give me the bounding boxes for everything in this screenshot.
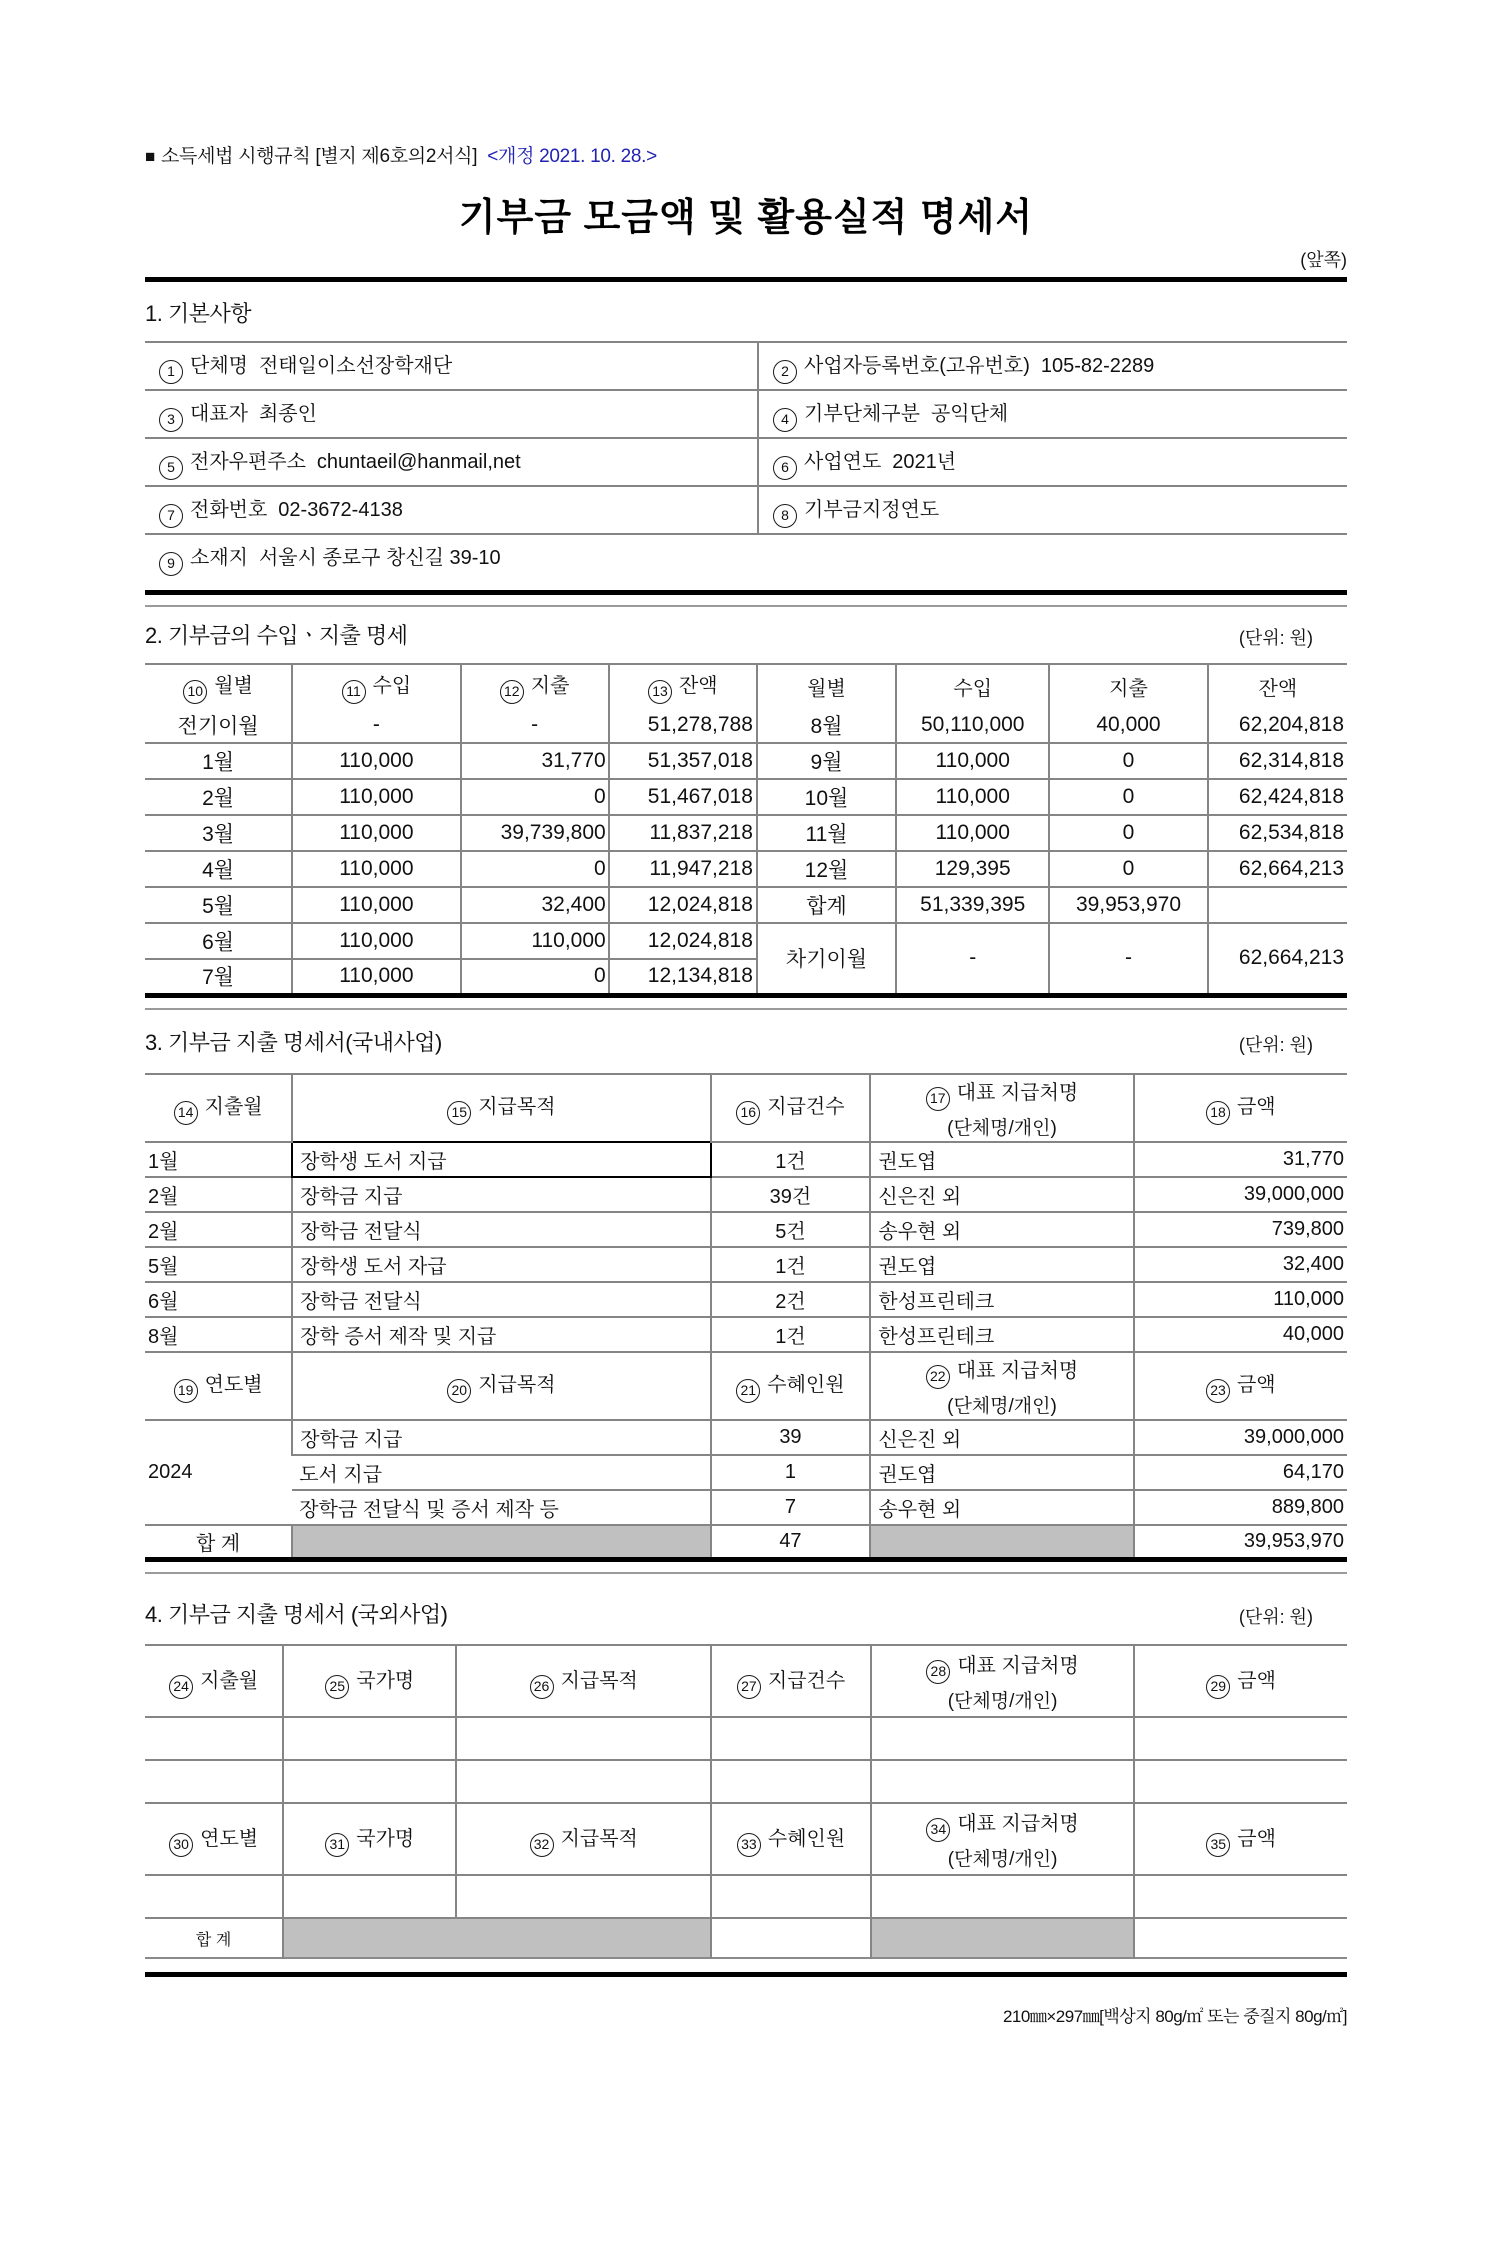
field-value: 02-3672-4138: [278, 498, 403, 521]
cell-income: 110,000: [292, 779, 460, 815]
col-header-expense-month: 24 지출월: [145, 1645, 283, 1717]
info-cell: [145, 486, 758, 534]
form-title: 기부금 모금액 및 활용실적 명세서: [458, 197, 1034, 239]
header-row: [145, 1074, 1347, 1142]
cell-expense: 32,400: [461, 887, 609, 923]
cell-payee: 신은진 외: [870, 1420, 1133, 1455]
table-row: [145, 1317, 1347, 1352]
cell-balance: 12,024,818: [609, 887, 757, 923]
info-cell: [758, 390, 1347, 438]
cell-amount: 110,000: [1134, 1282, 1347, 1317]
section1-heading: 1. 기본사항: [145, 301, 251, 326]
field-label: 사업연도: [804, 450, 882, 473]
col-header-expense-month: 14 지출월: [145, 1074, 292, 1142]
info-cell: [145, 342, 758, 390]
empty-cell: [871, 1717, 1134, 1760]
table-row: [145, 779, 1347, 815]
table-row: [145, 1212, 1347, 1247]
header-row: [145, 1352, 1347, 1420]
cell-amount: 39,000,000: [1134, 1420, 1347, 1455]
cell-amount: 889,800: [1134, 1490, 1347, 1525]
overseas-expense-table: [145, 1644, 1347, 1959]
col-header-income2: 수입: [896, 664, 1049, 707]
field-label: 소재지: [190, 547, 248, 569]
divider-thick: [145, 277, 1347, 282]
cell-expense: -: [1049, 923, 1207, 995]
empty-cell: [283, 1875, 456, 1918]
table-row: [145, 1717, 1347, 1760]
col-header-payee: 34 대표 지급처명 (단체명/개인): [871, 1803, 1134, 1875]
cell-month: 전기이월: [177, 714, 259, 738]
cell-month: 2월: [145, 779, 292, 815]
circled-number: 22: [926, 1365, 950, 1389]
cell-income: 110,000: [292, 887, 460, 923]
col-header-year: 19 연도별: [145, 1352, 292, 1420]
cell-balance: 11,837,218: [609, 815, 757, 851]
section2-heading: 2. 기부금의 수입ㆍ지출 명세: [145, 623, 408, 648]
cell-amount: 32,400: [1134, 1247, 1347, 1282]
cell-month: 6월: [145, 923, 292, 959]
cell-expense: -: [461, 707, 609, 743]
empty-cell: [283, 1717, 456, 1760]
revision-note: <개정 2021. 10. 28.>: [487, 146, 657, 167]
cell-expense: 0: [1049, 851, 1207, 887]
empty-cell: [711, 1717, 871, 1760]
info-cell: [758, 438, 1347, 486]
col-header-amount: 23 금액: [1134, 1352, 1347, 1420]
circled-number: 8: [773, 504, 797, 528]
shaded-cell: [870, 1525, 1133, 1560]
cell-purpose: 장학금 지급: [292, 1177, 710, 1212]
table-row: [145, 1490, 1347, 1525]
cell-income: -: [292, 707, 460, 743]
cell-month: 2월: [145, 1177, 292, 1212]
cell-beneficiaries: 1: [711, 1455, 871, 1490]
field-value: 105-82-2289: [1040, 354, 1155, 377]
divider-thick: [145, 1972, 1347, 1977]
cell-carryover-label: 차기이월: [757, 923, 896, 995]
empty-cell: [456, 1760, 711, 1803]
cell-balance: 62,664,213: [1208, 923, 1347, 995]
unit-label: (단위: 원): [1238, 1607, 1313, 1627]
unit-label: (단위: 원): [1238, 628, 1313, 648]
section4-heading: 4. 기부금 지출 명세서 (국외사업): [145, 1602, 448, 1627]
cell-count: 5건: [711, 1212, 871, 1247]
col-header-payee: 22 대표 지급처명 (단체명/개인): [870, 1352, 1133, 1420]
cell-expense: 0: [461, 959, 609, 995]
cell-income: 110,000: [292, 815, 460, 851]
cell-expense: 31,770: [461, 743, 609, 779]
cell-count: 1건: [711, 1317, 871, 1352]
col-header-beneficiaries: 33 수혜인원: [711, 1803, 871, 1875]
shaded-cell: [292, 1525, 710, 1560]
col-header-amount: 35 금액: [1134, 1803, 1347, 1875]
cell-count: 39건: [711, 1177, 871, 1212]
field-label: 기부금지정연도: [804, 498, 940, 521]
circled-number: 12: [500, 680, 524, 704]
cell-beneficiaries: 39: [711, 1420, 871, 1455]
cell-balance: 62,204,818: [1208, 707, 1347, 743]
cell-month: 11월: [757, 815, 896, 851]
col-header-payee: 17 대표 지급처명 (단체명/개인): [870, 1074, 1133, 1142]
header-row: [145, 1803, 1347, 1875]
circled-number: 18: [1206, 1101, 1230, 1125]
cell-income: 110,000: [292, 959, 460, 995]
shaded-cell: [283, 1918, 711, 1958]
cell-amount: 40,000: [1134, 1317, 1347, 1352]
col-header-purpose: 26 지급목적: [456, 1645, 711, 1717]
cell-year: 2024: [145, 1420, 292, 1525]
front-side-label: (앞쪽): [1300, 250, 1347, 270]
table-row: [145, 1875, 1347, 1918]
cell-expense: 110,000: [461, 923, 609, 959]
cell-balance: [1208, 887, 1347, 923]
circled-number: 16: [736, 1101, 760, 1125]
cell-month: 5월: [145, 1247, 292, 1282]
cell-balance: 12,024,818: [609, 923, 757, 959]
table-row: [145, 923, 1347, 959]
total-label: 합 계: [145, 1525, 292, 1560]
col-header-balance: 13 잔액: [609, 664, 757, 707]
total-beneficiaries: 47: [711, 1525, 871, 1560]
cell-income: 50,110,000: [896, 707, 1049, 743]
total-label: 합 계: [145, 1918, 283, 1958]
cell-balance: 12,134,818: [609, 959, 757, 995]
field-label: 대표자: [190, 402, 248, 425]
cell-month: 7월: [145, 959, 292, 995]
col-header-amount: 18 금액: [1134, 1074, 1347, 1142]
circled-number: 31: [325, 1833, 349, 1857]
cell-income: -: [896, 923, 1049, 995]
circled-number: 29: [1206, 1675, 1230, 1699]
empty-cell: [711, 1918, 871, 1958]
divider-thin: [145, 1572, 1347, 1574]
empty-cell: [1134, 1760, 1347, 1803]
info-cell: [758, 486, 1347, 534]
divider-thin: [145, 1008, 1347, 1010]
empty-cell: [145, 1717, 283, 1760]
cell-payee: 권도엽: [870, 1247, 1133, 1282]
circled-number: 14: [174, 1101, 198, 1125]
divider-thick: [145, 590, 1347, 595]
cell-expense: 39,739,800: [461, 815, 609, 851]
circled-number: 23: [1206, 1379, 1230, 1403]
table-row: [145, 1455, 1347, 1490]
cell-purpose-highlighted: 장학생 도서 지급: [292, 1142, 710, 1177]
divider-thin: [145, 605, 1347, 607]
col-header-balance2: 잔액: [1208, 664, 1347, 707]
cell-expense: 40,000: [1049, 707, 1207, 743]
circled-number: 27: [737, 1675, 761, 1699]
col-header-country: 25 국가명: [283, 1645, 456, 1717]
circled-number: 24: [169, 1675, 193, 1699]
circled-number: 7: [159, 504, 183, 528]
cell-month: 8월: [145, 1317, 292, 1352]
table-row: [145, 1247, 1347, 1282]
circled-number: 19: [174, 1379, 198, 1403]
cell-count: 2건: [711, 1282, 871, 1317]
col-header-expense: 12 지출: [461, 664, 609, 707]
cell-balance: 51,357,018: [609, 743, 757, 779]
col-header-expense2: 지출: [1049, 664, 1207, 707]
cell-payee: 권도엽: [870, 1455, 1133, 1490]
empty-cell: [145, 1875, 283, 1918]
circled-number: 21: [736, 1379, 760, 1403]
cell-purpose: 장학금 전달식 및 증서 제작 등: [292, 1490, 710, 1525]
shaded-cell: [871, 1918, 1134, 1958]
col-header-month: 10 월별: [145, 664, 292, 707]
header-row: [145, 1645, 1347, 1717]
table-row: [145, 707, 1347, 743]
cell-income: 129,395: [896, 851, 1049, 887]
circled-number: 5: [159, 456, 183, 480]
empty-cell: [871, 1875, 1134, 1918]
table-row: [145, 438, 1347, 486]
cell-month: 12월: [757, 851, 896, 887]
cell-expense: 0: [461, 851, 609, 887]
field-label: 전화번호: [190, 498, 268, 521]
cell-purpose: 장학 증서 제작 및 지급: [292, 1317, 710, 1352]
doc-ref-line: [145, 141, 1347, 168]
empty-cell: [283, 1760, 456, 1803]
income-expense-table: [145, 663, 1347, 998]
cell-income: 110,000: [292, 851, 460, 887]
col-header-purpose: 20 지급목적: [292, 1352, 710, 1420]
cell-expense: 0: [1049, 779, 1207, 815]
table-row: [145, 534, 1347, 582]
cell-expense: 0: [1049, 815, 1207, 851]
col-header-purpose: 15 지급목적: [292, 1074, 710, 1142]
cell-income: 110,000: [292, 923, 460, 959]
cell-count: 1건: [711, 1247, 871, 1282]
field-value: 공익단체: [930, 402, 1009, 425]
empty-cell: [1134, 1717, 1347, 1760]
empty-cell: [1134, 1918, 1347, 1958]
cell-payee: 권도엽: [870, 1142, 1133, 1177]
col-header-count: 16 지급건수: [711, 1074, 871, 1142]
cell-month: 1월: [145, 743, 292, 779]
cell-purpose: 장학금 지급: [292, 1420, 710, 1455]
cell-balance: 62,314,818: [1208, 743, 1347, 779]
cell-income: 110,000: [896, 779, 1049, 815]
field-label: 단체명: [190, 354, 248, 377]
cell-month: 3월: [145, 815, 292, 851]
cell-beneficiaries: 7: [711, 1490, 871, 1525]
info-cell: [758, 342, 1347, 390]
table-row: [145, 486, 1347, 534]
info-cell: [145, 390, 758, 438]
circled-number: 4: [773, 408, 797, 432]
circled-number: 11: [342, 680, 366, 704]
field-label: 기부단체구분: [804, 402, 920, 425]
form-page: [145, 141, 1347, 2027]
field-value: 최종인: [258, 402, 317, 425]
cell-total-label: 합계: [757, 887, 896, 923]
table-row: [145, 1177, 1347, 1212]
basic-info-table: [145, 341, 1347, 582]
cell-balance: 62,424,818: [1208, 779, 1347, 815]
cell-amount: 64,170: [1134, 1455, 1347, 1490]
circled-number: 15: [447, 1101, 471, 1125]
circled-number: 20: [447, 1379, 471, 1403]
table-row: [145, 342, 1347, 390]
cell-amount: 39,000,000: [1134, 1177, 1347, 1212]
field-value: 2021년: [892, 450, 957, 473]
table-row: [145, 1760, 1347, 1803]
circled-number: 28: [926, 1660, 950, 1684]
table-row: [145, 815, 1347, 851]
table-row: [145, 1142, 1347, 1177]
table-row: [145, 1420, 1347, 1455]
table-row: [145, 390, 1347, 438]
circled-number: 6: [773, 456, 797, 480]
table-row: [145, 1282, 1347, 1317]
circled-number: 26: [530, 1675, 554, 1699]
field-label: 전자우편주소: [190, 450, 306, 473]
cell-balance: 62,664,213: [1208, 851, 1347, 887]
circled-number: 17: [926, 1087, 950, 1111]
cell-month: 8월: [757, 707, 896, 743]
circled-number: 9: [159, 552, 183, 576]
table-row: [145, 851, 1347, 887]
total-row: [145, 1525, 1347, 1560]
field-value: chuntaeil@hanmail,net: [316, 450, 521, 473]
cell-expense: 0: [461, 779, 609, 815]
col-header-purpose: 32 지급목적: [456, 1803, 711, 1875]
col-header-month2: 월별: [757, 664, 896, 707]
circled-number: 10: [183, 680, 207, 704]
cell-income: 110,000: [896, 743, 1049, 779]
empty-cell: [711, 1760, 871, 1803]
cell-payee: 신은진 외: [870, 1177, 1133, 1212]
info-cell: [145, 534, 1347, 582]
empty-cell: [145, 1760, 283, 1803]
col-header-income: 11 수입: [292, 664, 460, 707]
cell-payee: 한성프린테크: [870, 1317, 1133, 1352]
circled-number: 2: [773, 360, 797, 384]
cell-income: 110,000: [292, 743, 460, 779]
table-row: [145, 887, 1347, 923]
circled-number: 35: [1206, 1833, 1230, 1857]
cell-expense: 0: [1049, 743, 1207, 779]
info-cell: [145, 438, 758, 486]
col-header-amount: 29 금액: [1134, 1645, 1347, 1717]
total-amount: 39,953,970: [1134, 1525, 1347, 1560]
cell-payee: 송우현 외: [870, 1490, 1133, 1525]
field-value: 전태일이소선장학재단: [258, 354, 453, 377]
cell-count: 1건: [711, 1142, 871, 1177]
cell-balance: 51,467,018: [609, 779, 757, 815]
circled-number: 25: [325, 1675, 349, 1699]
cell-balance: 11,947,218: [609, 851, 757, 887]
empty-cell: [711, 1875, 871, 1918]
field-value: 서울시 종로구 창신길 39-10: [258, 547, 501, 569]
cell-month: 1월: [145, 1142, 292, 1177]
circled-number: 1: [159, 360, 183, 384]
circled-number: 13: [648, 680, 672, 704]
circled-number: 32: [530, 1833, 554, 1857]
cell-purpose: 도서 지급: [292, 1455, 710, 1490]
unit-label: (단위: 원): [1238, 1034, 1313, 1055]
col-header-payee: 28 대표 지급처명 (단체명/개인): [871, 1645, 1134, 1717]
empty-cell: [1134, 1875, 1347, 1918]
circled-number: 33: [737, 1833, 761, 1857]
cell-payee: 송우현 외: [870, 1212, 1133, 1247]
cell-purpose: 장학생 도서 자급: [292, 1247, 710, 1282]
cell-amount: 31,770: [1134, 1142, 1347, 1177]
circled-number: 30: [169, 1833, 193, 1857]
col-header-country: 31 국가명: [283, 1803, 456, 1875]
table-row: [145, 743, 1347, 779]
cell-month: 4월: [145, 851, 292, 887]
cell-purpose: 장학금 전달식: [292, 1282, 710, 1317]
cell-payee: 한성프린테크: [870, 1282, 1133, 1317]
cell-balance: 62,534,818: [1208, 815, 1347, 851]
cell-amount: 739,800: [1134, 1212, 1347, 1247]
cell-month: 9월: [757, 743, 896, 779]
empty-cell: [871, 1760, 1134, 1803]
empty-cell: [456, 1875, 711, 1918]
cell-expense-total: 39,953,970: [1049, 887, 1207, 923]
paper-spec-note: 210㎜×297㎜[백상지 80g/㎡ 또는 중질지 80g/㎡]: [1002, 2007, 1347, 2026]
cell-month: 5월: [145, 887, 292, 923]
section3-heading: 3. 기부금 지출 명세서(국내사업): [145, 1029, 442, 1055]
cell-income: 110,000: [896, 815, 1049, 851]
cell-income-total: 51,339,395: [896, 887, 1049, 923]
header-row: [145, 664, 1347, 707]
col-header-beneficiaries: 21 수혜인원: [711, 1352, 871, 1420]
empty-cell: [456, 1717, 711, 1760]
cell-balance: 51,278,788: [609, 707, 757, 743]
cell-month: 10월: [757, 779, 896, 815]
doc-ref-text: 소득세법 시행규칙 [별지 제6호의2서식]: [160, 146, 478, 167]
circled-number: 3: [159, 408, 183, 432]
circled-number: 34: [926, 1818, 950, 1842]
cell-month: 2월: [145, 1212, 292, 1247]
field-label: 사업자등록번호(고유번호): [804, 354, 1030, 377]
col-header-count: 27 지급건수: [711, 1645, 871, 1717]
total-row: [145, 1918, 1347, 1958]
cell-purpose: 장학금 전달식: [292, 1212, 710, 1247]
col-header-year: 30 연도별: [145, 1803, 283, 1875]
square-bullet-icon: ■: [145, 147, 155, 166]
domestic-expense-table: [145, 1073, 1347, 1563]
cell-month: 6월: [145, 1282, 292, 1317]
